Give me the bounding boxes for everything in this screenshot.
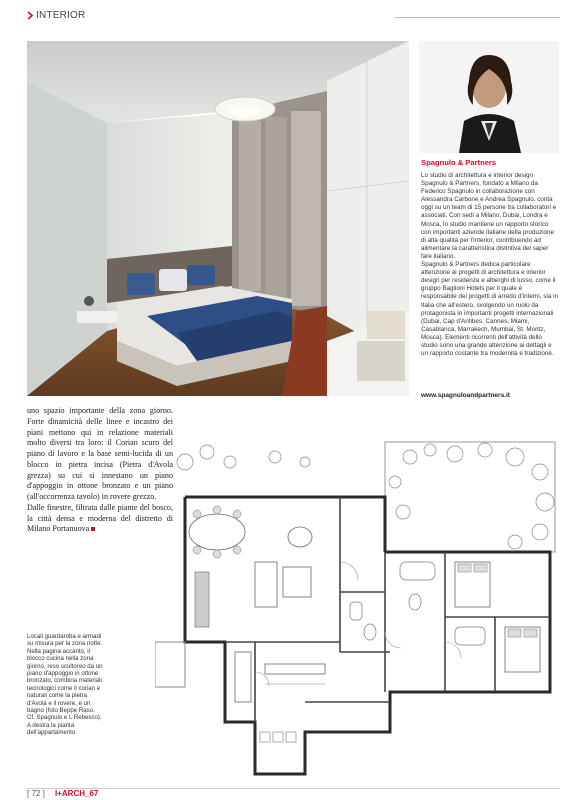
article-paragraph-text: Dalle finestre, filtrata dalle piante del bosco, la città densa e moderna del distretto di Milano Portanuova <box>27 502 173 534</box>
footer-rule <box>27 788 560 789</box>
sidebar-paragraph: Spagnulo & Partners dedica particolare attenzione ai progetti di architettura e interior design per residenze e alberghi di lusso, come il gruppo Baglioni Hotels per il quale è responsabile dei progetti di arredo d'interni, sia in Italia che all'estero, svolgendo un ruolo da protagonista in importanti progetti internazionali (Dubai, Cap d'Antibes, Cannes, Miami, Casablanca, Marrakech, Mumbai, St. Moritz, Mosca). Elementi ricorrenti dell'attività dello studio sono una grande attenzione ai dettagli e un rapporto costante tra modernità e tradizione. <box>421 261 559 358</box>
chevron-right-icon <box>27 11 34 20</box>
architect-portrait <box>419 41 559 153</box>
caption-text: A destra la pianta dell'appartamento. <box>27 721 77 737</box>
apartment-floor-plan <box>155 402 565 787</box>
section-label: INTERIOR <box>36 10 86 21</box>
header-rule <box>395 17 560 18</box>
square-icon <box>91 527 95 531</box>
article-body <box>27 406 173 535</box>
magazine-name: I+ARCH_67 <box>55 789 99 798</box>
article-paragraph <box>27 503 173 535</box>
bedroom-photo <box>27 41 409 396</box>
sidebar-url-link[interactable]: www.spagnuloandpartners.it <box>421 392 510 399</box>
caption-text: Locali guardaroba e armadi su misura per la zona notte. Nella pagina accanto, il blocco cucina nella zona giorno, reso scultoreo da un piano d'appoggio in ottone bronzato, combina materiali tecnologici come il corian e naturali come la pietra d'Avola e il rovere, e un bagno (foto Beppe Raso, Cf. Spagnulo e L Rebesco). <box>27 633 103 722</box>
article-paragraph: uno spazio importante della zona giorno. Forte dinamicità delle linee e incastro dei piani mettono qui in relazione materiali molto diversi tra loro: il Corian scuro del piano di lavoro e la base semi-lucida di un blocco in pietra incisa (Pietra d'Avola grezza) su cui si innestano un piano d'appoggio in ottone bronzato e un piano (all'occorrenza tavolo) in rovere grezzo. <box>27 406 173 501</box>
photo-caption <box>27 633 103 737</box>
sidebar-title: Spagnulo & Partners <box>421 158 497 167</box>
sidebar-body <box>421 172 559 358</box>
sidebar-paragraph: Lo studio di architettura e interior design Spagnulo & Partners, fondato a Milano da Federico Spagnulo in collaborazione con Alessandra Carbone e Andrea Spagnulo, conta oggi su un team di 15 persone tra collaboratori e associati. Con sedi a Milano, Dubai, Londra e Mosca, lo studio mantiene un rapporto storico con importanti aziende italiane della produzione di alta qualità per l'interior, contribuendo ad alimentare la caratteristica distintiva del saper fare italiano. <box>421 172 557 260</box>
page-number: [ 72 ] <box>27 789 45 798</box>
